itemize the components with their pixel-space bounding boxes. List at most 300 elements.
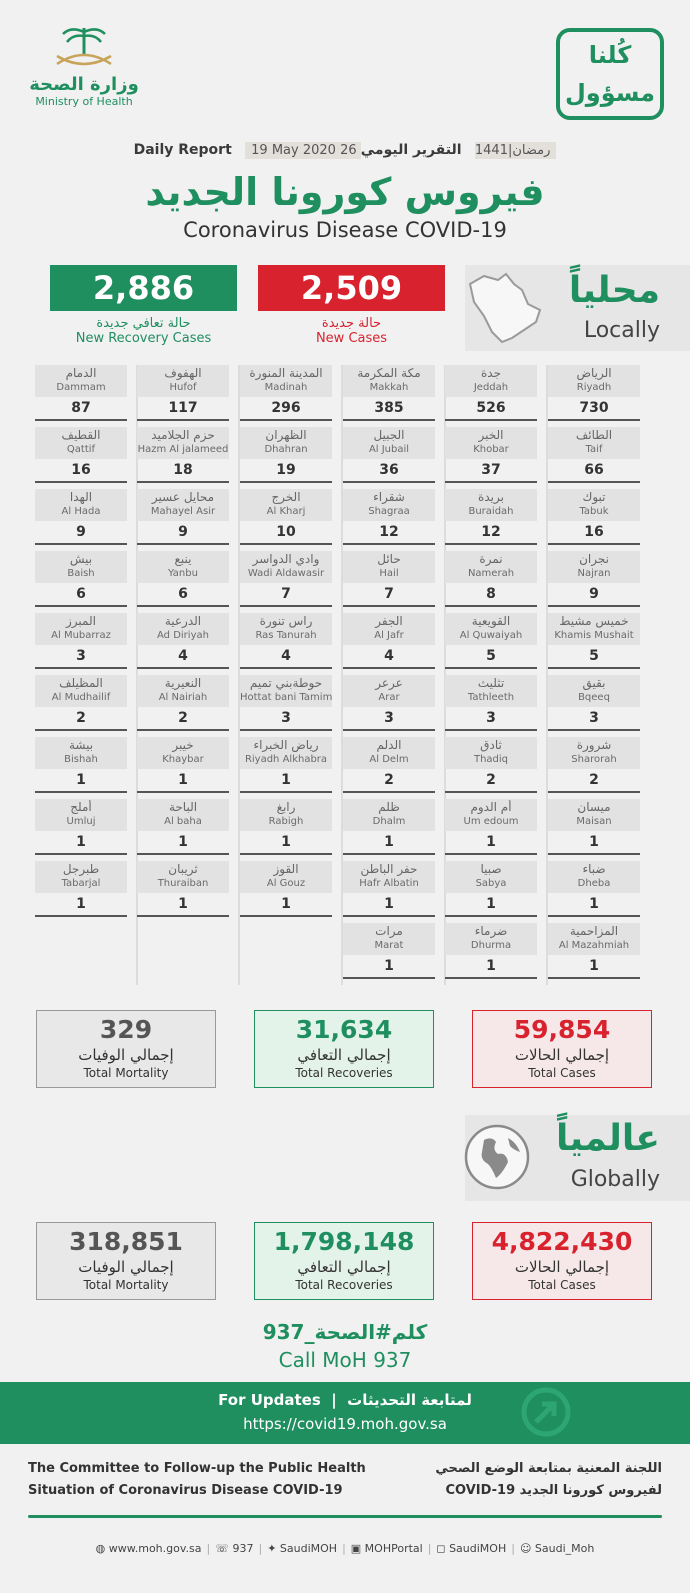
city-cell bbox=[137, 613, 229, 669]
city-label bbox=[343, 923, 435, 955]
city-label bbox=[343, 489, 435, 521]
report-label-ar: التقرير اليومي bbox=[360, 142, 462, 158]
city-name-ar: ثريبان bbox=[168, 862, 198, 876]
city-name-ar: شقراء bbox=[373, 490, 405, 504]
city-case-count: 18 bbox=[137, 459, 229, 483]
city-name-en: Um edoum bbox=[463, 816, 519, 827]
globe-icon: ◍ bbox=[95, 1542, 109, 1555]
city-name-ar: رابغ bbox=[276, 800, 296, 814]
city-name-ar: حفر الباطن bbox=[360, 862, 418, 876]
city-case-count: 385 bbox=[343, 397, 435, 421]
city-name-ar: القوز bbox=[273, 862, 299, 876]
city-case-count: 10 bbox=[240, 521, 332, 545]
city-cell bbox=[240, 551, 332, 607]
city-label bbox=[445, 675, 537, 707]
updates-bar bbox=[0, 1382, 690, 1444]
city-name-en: Dhahran bbox=[264, 444, 308, 455]
footer-link[interactable]: MOHPortal bbox=[364, 1542, 423, 1555]
city-case-count: 2 bbox=[445, 769, 537, 793]
city-case-count: 2 bbox=[548, 769, 640, 793]
global-total-mortality-en: Total Mortality bbox=[83, 1278, 169, 1292]
city-name-ar: شرورة bbox=[576, 738, 612, 752]
palm-swords-icon bbox=[49, 24, 119, 70]
report-date-en: 19 May 2020 bbox=[251, 143, 336, 158]
city-case-count: 12 bbox=[445, 521, 537, 545]
city-cell bbox=[343, 799, 435, 855]
city-label bbox=[35, 799, 127, 831]
city-name-en: Tabarjal bbox=[61, 878, 101, 889]
city-label bbox=[343, 799, 435, 831]
city-case-count: 87 bbox=[35, 397, 127, 421]
new-cases-label-en: New Cases bbox=[315, 331, 388, 346]
city-label bbox=[240, 737, 332, 769]
footer-separator: | bbox=[206, 1542, 211, 1555]
city-case-count: 1 bbox=[35, 893, 127, 917]
city-name-ar: نجران bbox=[579, 552, 609, 566]
city-cell bbox=[445, 923, 537, 979]
global-total-mortality bbox=[36, 1222, 216, 1300]
city-label bbox=[548, 613, 640, 645]
city-label bbox=[240, 427, 332, 459]
city-name-ar: المظيلف bbox=[59, 676, 103, 690]
local-total-cases-ar: إجمالي الحالات bbox=[514, 1046, 610, 1064]
city-label bbox=[35, 675, 127, 707]
city-label bbox=[137, 675, 229, 707]
city-name-en: Ras Tanurah bbox=[255, 630, 317, 641]
city-cell bbox=[343, 737, 435, 793]
city-cell bbox=[35, 675, 127, 731]
city-label bbox=[548, 737, 640, 769]
city-label bbox=[240, 675, 332, 707]
city-label bbox=[445, 427, 537, 459]
city-cell bbox=[35, 489, 127, 545]
city-label bbox=[343, 737, 435, 769]
city-case-count: 3 bbox=[35, 645, 127, 669]
updates-url-link[interactable]: https://covid19.moh.gov.sa bbox=[243, 1415, 447, 1433]
city-name-en: Al Hada bbox=[61, 506, 101, 517]
ministry-name-ar: وزارة الصحة bbox=[29, 74, 139, 95]
city-label bbox=[240, 489, 332, 521]
city-cell bbox=[240, 799, 332, 855]
city-cell bbox=[548, 737, 640, 793]
city-cases-grid bbox=[32, 365, 652, 985]
city-label bbox=[548, 489, 640, 521]
city-case-count: 8 bbox=[445, 583, 537, 607]
city-name-en: Namerah bbox=[467, 568, 515, 579]
city-cell bbox=[137, 861, 229, 917]
city-case-count: 1 bbox=[137, 893, 229, 917]
local-total-recoveries-value: 31,634 bbox=[295, 1015, 393, 1044]
city-name-ar: الباحة bbox=[168, 800, 198, 814]
city-cell bbox=[343, 551, 435, 607]
city-cell bbox=[445, 427, 537, 483]
city-cell bbox=[137, 737, 229, 793]
city-name-ar: الجبيل bbox=[373, 428, 405, 442]
city-name-en: Jeddah bbox=[473, 382, 509, 393]
city-cell bbox=[343, 861, 435, 917]
global-total-recoveries bbox=[254, 1222, 434, 1300]
city-name-en: Mahayel Asir bbox=[150, 506, 216, 517]
city-case-count: 1 bbox=[240, 893, 332, 917]
city-label bbox=[240, 799, 332, 831]
city-case-count: 19 bbox=[240, 459, 332, 483]
city-cell bbox=[35, 737, 127, 793]
city-label bbox=[343, 861, 435, 893]
city-cell bbox=[343, 365, 435, 421]
global-total-mortality-ar: إجمالي الوفيات bbox=[78, 1258, 174, 1276]
city-name-en: Ad Diriyah bbox=[157, 630, 209, 641]
city-name-ar: أم الدوم bbox=[470, 800, 512, 814]
city-name-en: Taif bbox=[585, 444, 603, 455]
city-cell bbox=[343, 923, 435, 979]
city-case-count: 16 bbox=[548, 521, 640, 545]
city-cell bbox=[137, 427, 229, 483]
arrow-circle-icon bbox=[520, 1386, 572, 1438]
updates-heading: For Updates | لمتابعة التحديثات bbox=[218, 1391, 472, 1409]
city-case-count: 1 bbox=[137, 769, 229, 793]
city-name-en: Tathleeth bbox=[467, 692, 515, 703]
city-name-ar: المدينة المنورة bbox=[249, 366, 323, 380]
city-name-en: Umluj bbox=[66, 816, 96, 827]
city-name-ar: الرياض bbox=[576, 366, 612, 380]
city-name-ar: وادي الدواسر bbox=[252, 552, 320, 566]
city-case-count: 1 bbox=[445, 831, 537, 855]
city-name-ar: الدرعية bbox=[164, 614, 202, 628]
city-label bbox=[343, 427, 435, 459]
city-name-en: Hail bbox=[379, 568, 399, 579]
city-name-en: Bqeeq bbox=[578, 692, 610, 703]
committee-en bbox=[28, 1458, 366, 1502]
saudi-map-icon bbox=[462, 270, 544, 346]
footer-separator: | bbox=[258, 1542, 263, 1555]
city-cell bbox=[240, 737, 332, 793]
city-case-count: 5 bbox=[445, 645, 537, 669]
city-case-count: 1 bbox=[343, 893, 435, 917]
city-name-en: Hottat bani Tamim bbox=[240, 692, 332, 703]
city-case-count: 296 bbox=[240, 397, 332, 421]
global-total-mortality-value: 318,851 bbox=[69, 1227, 183, 1256]
footer-link[interactable]: SaudiMOH bbox=[449, 1542, 507, 1555]
city-case-count: 4 bbox=[137, 645, 229, 669]
city-case-count: 1 bbox=[343, 831, 435, 855]
footer-link[interactable]: 937 bbox=[232, 1542, 254, 1555]
new-recovery-value: 2,886 bbox=[50, 265, 237, 311]
city-cell bbox=[240, 861, 332, 917]
city-cell bbox=[548, 427, 640, 483]
city-name-en: Sabya bbox=[475, 878, 507, 889]
city-name-ar: حوطةبني تميم bbox=[249, 676, 323, 690]
city-label bbox=[35, 489, 127, 521]
city-name-en: Najran bbox=[577, 568, 611, 579]
city-name-ar: مكة المكرمة bbox=[357, 366, 421, 380]
city-name-ar: الهفوف bbox=[164, 366, 202, 380]
city-name-en: Arar bbox=[378, 692, 400, 703]
moh-logo bbox=[24, 24, 144, 108]
local-total-recoveries bbox=[254, 1010, 434, 1088]
city-name-ar: ميسان bbox=[577, 800, 611, 814]
city-name-en: Al Mudhailif bbox=[51, 692, 111, 703]
city-name-en: Madinah bbox=[264, 382, 308, 393]
city-case-count: 1 bbox=[240, 831, 332, 855]
city-case-count: 7 bbox=[240, 583, 332, 607]
city-label bbox=[548, 923, 640, 955]
city-case-count: 16 bbox=[35, 459, 127, 483]
city-label bbox=[35, 737, 127, 769]
city-label bbox=[548, 675, 640, 707]
city-name-en: Hufof bbox=[169, 382, 197, 393]
city-label bbox=[240, 365, 332, 397]
city-label bbox=[137, 551, 229, 583]
city-label bbox=[137, 861, 229, 893]
campaign-badge bbox=[556, 28, 664, 120]
locally-title-ar: محلياً bbox=[568, 270, 660, 311]
city-name-en: Al Mubarraz bbox=[51, 630, 111, 641]
city-name-ar: الجفر bbox=[375, 614, 403, 628]
city-cell bbox=[343, 427, 435, 483]
page-title-ar: فيروس كورونا الجديد bbox=[145, 170, 545, 214]
city-name-ar: أملج bbox=[70, 800, 92, 814]
city-name-ar: المزاحمية bbox=[569, 924, 619, 938]
city-label bbox=[548, 799, 640, 831]
city-case-count: 3 bbox=[240, 707, 332, 731]
city-case-count: 2 bbox=[343, 769, 435, 793]
city-name-en: Al Delm bbox=[369, 754, 409, 765]
footer-separator: | bbox=[511, 1542, 515, 1555]
city-name-ar: ظلم bbox=[378, 800, 400, 814]
global-total-recoveries-ar: إجمالي التعافي bbox=[297, 1258, 391, 1276]
city-name-ar: الدمام bbox=[65, 366, 97, 380]
city-label bbox=[137, 427, 229, 459]
city-case-count: 1 bbox=[445, 893, 537, 917]
city-name-ar: رياض الخبراء bbox=[253, 738, 319, 752]
city-case-count: 7 bbox=[343, 583, 435, 607]
city-label bbox=[35, 551, 127, 583]
city-cell bbox=[548, 551, 640, 607]
snapchat-icon: ☺ bbox=[519, 1542, 535, 1555]
city-cell bbox=[35, 551, 127, 607]
ministry-name-en: Ministry of Health bbox=[35, 95, 133, 108]
city-name-en: Hazm Al jalameed bbox=[137, 444, 229, 455]
city-name-ar: بيش bbox=[69, 552, 93, 566]
new-cases-label-ar: حالة جديدة bbox=[321, 316, 382, 331]
new-cases-value: 2,509 bbox=[258, 265, 445, 311]
city-name-ar: الدلم bbox=[376, 738, 402, 752]
new-recovery-label-en: New Recovery Cases bbox=[75, 331, 212, 346]
city-name-en: Khobar bbox=[473, 444, 509, 455]
city-cell bbox=[137, 551, 229, 607]
committee-en-line1: The Committee to Follow-up the Public Health bbox=[28, 1461, 366, 1476]
city-name-en: Dhalm bbox=[372, 816, 406, 827]
city-label bbox=[137, 799, 229, 831]
city-label bbox=[445, 799, 537, 831]
campaign-line2: مسؤول bbox=[564, 79, 656, 107]
city-case-count: 730 bbox=[548, 397, 640, 421]
city-name-en: Bishah bbox=[64, 754, 98, 765]
city-name-en: Yanbu bbox=[168, 568, 198, 579]
city-name-en: Al baha bbox=[164, 816, 202, 827]
updates-label-ar: لمتابعة التحديثات bbox=[347, 1391, 472, 1409]
portal-icon: ▣ bbox=[350, 1542, 365, 1555]
city-name-ar: ثادق bbox=[480, 738, 502, 752]
city-case-count: 1 bbox=[240, 769, 332, 793]
city-name-ar: تثليث bbox=[477, 676, 505, 690]
city-cell bbox=[548, 365, 640, 421]
instagram-icon: ◻ bbox=[436, 1542, 450, 1555]
city-case-count: 2 bbox=[137, 707, 229, 731]
city-name-ar: بقيق bbox=[582, 676, 606, 690]
city-label bbox=[445, 923, 537, 955]
city-case-count: 1 bbox=[548, 893, 640, 917]
city-case-count: 37 bbox=[445, 459, 537, 483]
city-case-count: 4 bbox=[240, 645, 332, 669]
city-name-en: Tabuk bbox=[579, 506, 609, 517]
city-label bbox=[137, 489, 229, 521]
local-total-cases-en: Total Cases bbox=[528, 1066, 596, 1080]
globe-icon bbox=[462, 1122, 532, 1192]
city-case-count: 3 bbox=[343, 707, 435, 731]
city-cell bbox=[343, 675, 435, 731]
updates-label-en: For Updates bbox=[218, 1391, 321, 1409]
city-cell bbox=[240, 427, 332, 483]
city-label bbox=[548, 551, 640, 583]
city-label bbox=[35, 365, 127, 397]
city-name-ar: الظهران bbox=[265, 428, 307, 442]
local-total-mortality-value: 329 bbox=[99, 1015, 153, 1044]
footer-link[interactable]: SaudiMOH bbox=[279, 1542, 338, 1555]
twitter-icon: ✦ bbox=[267, 1542, 280, 1555]
footer-link[interactable]: www.moh.gov.sa bbox=[108, 1542, 202, 1555]
city-label bbox=[343, 551, 435, 583]
city-name-ar: مرات bbox=[375, 924, 403, 938]
city-case-count: 6 bbox=[35, 583, 127, 607]
city-name-en: Baish bbox=[67, 568, 95, 579]
city-case-count: 1 bbox=[137, 831, 229, 855]
new-cases-label bbox=[258, 316, 445, 346]
city-cell bbox=[548, 923, 640, 979]
city-label bbox=[240, 551, 332, 583]
city-case-count: 9 bbox=[137, 521, 229, 545]
committee-ar-line2: لفيروس كورونا الجديد COVID-19 bbox=[445, 1483, 662, 1498]
city-name-en: Riyadh bbox=[576, 382, 612, 393]
city-name-en: Al Gouz bbox=[266, 878, 306, 889]
city-label bbox=[137, 737, 229, 769]
city-cell bbox=[35, 427, 127, 483]
city-name-ar: طبرجل bbox=[62, 862, 100, 876]
city-cell bbox=[35, 365, 127, 421]
report-label-en: Daily Report bbox=[133, 142, 232, 158]
city-label bbox=[35, 613, 127, 645]
phone-icon: ☏ bbox=[215, 1542, 233, 1555]
city-cell bbox=[35, 799, 127, 855]
city-name-ar: ينبع bbox=[174, 552, 192, 566]
city-label bbox=[548, 427, 640, 459]
city-case-count: 6 bbox=[137, 583, 229, 607]
city-name-en: Khaybar bbox=[162, 754, 204, 765]
city-cell bbox=[240, 613, 332, 669]
city-name-en: Rabigh bbox=[268, 816, 304, 827]
report-row bbox=[0, 142, 690, 158]
city-case-count: 9 bbox=[548, 583, 640, 607]
city-name-en: Marat bbox=[374, 940, 404, 951]
city-name-en: Shagraa bbox=[368, 506, 410, 517]
city-cell bbox=[240, 675, 332, 731]
city-cell bbox=[548, 861, 640, 917]
city-name-en: Al Jafr bbox=[374, 630, 404, 641]
local-total-mortality-en: Total Mortality bbox=[83, 1066, 169, 1080]
city-label bbox=[445, 551, 537, 583]
committee-ar bbox=[435, 1458, 662, 1502]
city-name-ar: المبرز bbox=[66, 614, 96, 628]
city-name-ar: النعيرية bbox=[164, 676, 202, 690]
city-label bbox=[343, 613, 435, 645]
city-name-ar: خيبر bbox=[172, 738, 194, 752]
city-name-ar: راس تنورة bbox=[259, 614, 313, 628]
city-cell bbox=[445, 613, 537, 669]
city-cell bbox=[35, 861, 127, 917]
city-name-ar: خميس مشيط bbox=[559, 614, 629, 628]
local-total-mortality-ar: إجمالي الوفيات bbox=[78, 1046, 174, 1064]
city-cell bbox=[240, 365, 332, 421]
city-name-ar: القويعية bbox=[471, 614, 511, 628]
committee-en-line2: Situation of Coronavirus Disease COVID-19 bbox=[28, 1483, 343, 1498]
globally-title-en: Globally bbox=[570, 1167, 660, 1192]
city-label bbox=[35, 861, 127, 893]
global-total-recoveries-en: Total Recoveries bbox=[295, 1278, 393, 1292]
city-case-count: 5 bbox=[548, 645, 640, 669]
footer-link[interactable]: Saudi_Moh bbox=[534, 1542, 595, 1555]
city-name-ar: ضرماء bbox=[474, 924, 508, 938]
city-case-count: 526 bbox=[445, 397, 537, 421]
city-name-ar: تبوك bbox=[582, 490, 606, 504]
city-name-en: Al Mazahmiah bbox=[558, 940, 630, 951]
city-cell bbox=[445, 551, 537, 607]
local-total-recoveries-ar: إجمالي التعافي bbox=[297, 1046, 391, 1064]
global-total-cases-ar: إجمالي الحالات bbox=[514, 1258, 610, 1276]
city-name-ar: جدة bbox=[480, 366, 501, 380]
city-label bbox=[240, 613, 332, 645]
city-cell bbox=[137, 799, 229, 855]
city-cell bbox=[445, 365, 537, 421]
city-cell bbox=[343, 489, 435, 545]
city-cell bbox=[137, 675, 229, 731]
footer-separator: | bbox=[427, 1542, 432, 1555]
footer-separator: | bbox=[342, 1542, 346, 1555]
city-label bbox=[445, 737, 537, 769]
city-label bbox=[343, 675, 435, 707]
city-name-ar: صبيا bbox=[480, 862, 502, 876]
city-case-count: 1 bbox=[35, 831, 127, 855]
city-case-count: 1 bbox=[548, 955, 640, 979]
city-name-en: Al Nairiah bbox=[158, 692, 208, 703]
city-label bbox=[548, 861, 640, 893]
city-name-ar: محايل عسير bbox=[151, 490, 215, 504]
local-total-cases bbox=[472, 1010, 652, 1088]
city-cell bbox=[445, 799, 537, 855]
city-case-count: 4 bbox=[343, 645, 435, 669]
city-name-ar: الخبر bbox=[478, 428, 504, 442]
committee-ar-line1: اللجنة المعنية بمتابعة الوضع الصحي bbox=[435, 1461, 662, 1476]
city-cell bbox=[445, 489, 537, 545]
city-case-count: 3 bbox=[445, 707, 537, 731]
city-name-en: Wadi Aldawasir bbox=[247, 568, 325, 579]
city-cell bbox=[548, 489, 640, 545]
city-label bbox=[445, 613, 537, 645]
city-name-en: Hafr Albatin bbox=[359, 878, 419, 889]
local-total-recoveries-en: Total Recoveries bbox=[295, 1066, 393, 1080]
city-case-count: 12 bbox=[343, 521, 435, 545]
locally-title-en: Locally bbox=[583, 318, 660, 343]
city-cell bbox=[137, 489, 229, 545]
